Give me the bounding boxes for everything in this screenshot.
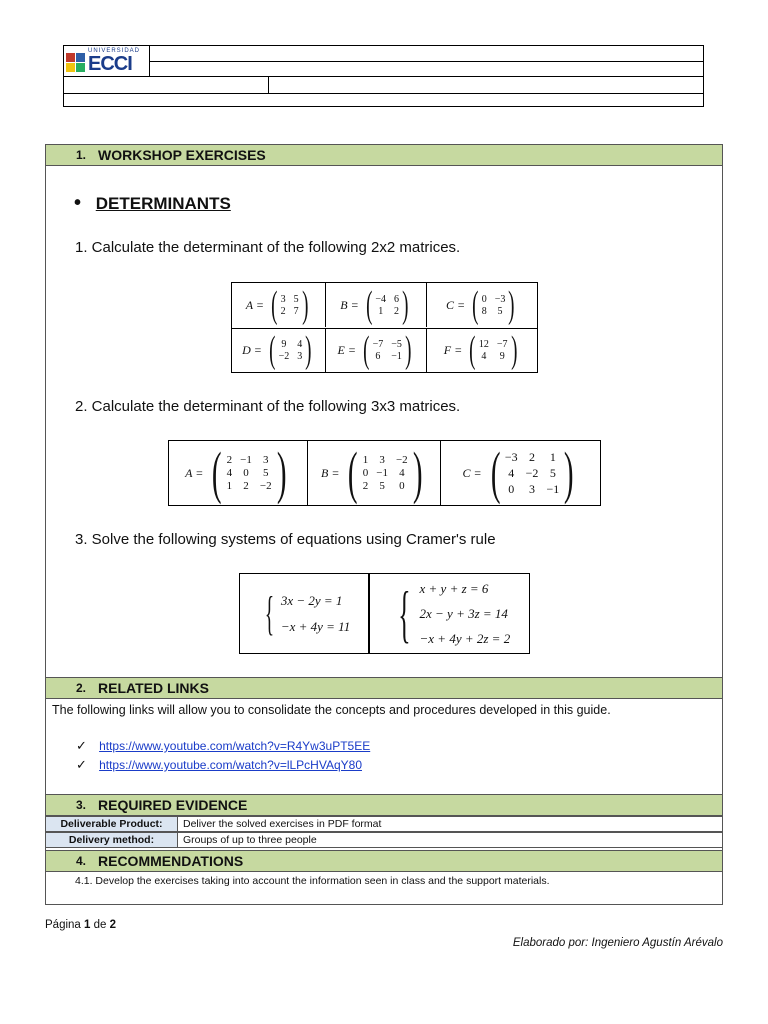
system-2-eq-3: −x + 4y + 2z = 2 (419, 631, 511, 646)
logo-square-blue (76, 53, 85, 62)
section-title: REQUIRED EVIDENCE (98, 797, 248, 813)
header-row-1 (149, 46, 703, 62)
matrix-entry: 1 (226, 480, 233, 492)
matrix-entry: 3 (280, 293, 286, 305)
matrix-entry: 9 (499, 350, 505, 362)
matrix-entry: −1 (391, 350, 402, 362)
matrix-entry: 2 (243, 480, 249, 492)
matrix-F: F = ( 12 −7 4 9 ) (443, 329, 518, 371)
matrix-label: A = (245, 297, 264, 312)
evidence-product-label: Deliverable Product: (46, 817, 178, 831)
exercise-1-text: 1. Calculate the determinant of the following 2x2 matrices. (75, 239, 461, 256)
matrix-entry: 0 (362, 467, 369, 479)
matrix-label: F = (443, 342, 463, 357)
evidence-method-label: Delivery method: (46, 833, 178, 847)
matrix-cell-C (441, 441, 600, 505)
matrix-cell-E (326, 328, 427, 372)
matrix-label: A = (185, 465, 204, 480)
matrix-entry: −1 (376, 467, 388, 479)
matrix-entry: 3 (262, 454, 269, 466)
matrix-entry: 5 (379, 480, 385, 492)
matrix-entry: −3 (494, 293, 506, 305)
matrix-entry: −4 (375, 293, 387, 305)
section-number: 3. (76, 798, 87, 812)
matrix-entry: 4 (481, 350, 487, 362)
matrix-C: C = ( −3 2 1 4 −2 5 0 3 −1 ) (462, 440, 574, 505)
logo-square-green (76, 63, 85, 72)
matrix-entry: 7 (293, 305, 299, 317)
matrix-A: A = ( 2 −1 3 4 0 5 1 2 −2 ) (185, 440, 287, 505)
header-row-2 (64, 76, 703, 94)
section-number: 4. (76, 854, 87, 868)
links-intro-text: The following links will allow you to consolidate the concepts and procedures developed in this guide. (52, 703, 611, 717)
exercise-3-text: 3. Solve the following systems of equations using Cramer's rule (75, 531, 496, 548)
matrix-C: C = ( 0 −3 8 5 ) (445, 284, 515, 326)
bullet-icon: • (74, 192, 82, 214)
author-credit: Elaborado por: Ingeniero Agustín Arévalo (512, 937, 723, 949)
system-2-eq-1: x + y + z = 6 (419, 581, 489, 596)
matrix-entry: 12 (478, 338, 489, 350)
matrix-label: E = (337, 342, 356, 357)
section-workshop-header (45, 144, 723, 166)
matrix-entry: −7 (496, 338, 508, 350)
matrix-label: B = (320, 465, 340, 480)
matrix-cell-B (326, 283, 427, 327)
main-frame (45, 144, 723, 905)
matrix-entry: 0 (508, 481, 515, 496)
link-item-2 (76, 756, 362, 773)
matrix-entry: −1 (546, 481, 560, 496)
matrix-entry: 3 (297, 350, 303, 362)
determinants-heading (74, 192, 231, 215)
recommendation-text: 4.1. Develop the exercises taking into account the information seen in class and the support materials. (75, 875, 550, 887)
link-item-1 (76, 737, 370, 754)
matrix-entry: −2 (259, 480, 272, 492)
matrix-entry: 0 (481, 293, 487, 305)
matrix-entry: 1 (378, 305, 384, 317)
section-title: RECOMMENDATIONS (98, 853, 244, 869)
matrix-entry: 5 (549, 465, 556, 480)
matrix-entry: 5 (293, 293, 299, 305)
system-1-cell: { 3x − 2y = 1 −x + 4y = 11 (240, 574, 369, 653)
matrix-entry: 0 (243, 467, 249, 479)
document-header (63, 45, 704, 107)
matrix-entry: 4 (297, 338, 303, 350)
matrix-label: D = (242, 342, 262, 357)
checkmark-icon: ✓ (76, 738, 87, 753)
matrix-cell-C (427, 283, 537, 327)
matrix-entry: 4 (508, 465, 515, 480)
logo-big-text: ECCI (88, 53, 132, 75)
matrix-entry: 9 (281, 338, 287, 350)
matrix-entry: 8 (481, 305, 487, 317)
system-2-eq-2: 2x − y + 3z = 14 (419, 606, 508, 621)
matrix-entry: 1 (549, 449, 556, 464)
matrix-entry: 5 (497, 305, 503, 317)
matrix-label: B = (340, 297, 359, 312)
matrix-cell-A (232, 283, 326, 327)
matrix-entry: 1 (362, 454, 369, 466)
matrix-entry: −5 (391, 338, 402, 350)
logo-small-text: UNIVERSIDAD (88, 48, 141, 54)
matrix-entry: 2 (362, 480, 369, 492)
section-number: 2. (76, 681, 87, 695)
heading-text: DETERMINANTS (95, 194, 231, 213)
evidence-row-method (45, 832, 723, 848)
system-1-eq-1: 3x − 2y = 1 (280, 592, 343, 608)
matrix-entry: 2 (529, 449, 536, 464)
matrix-entry: 6 (394, 293, 400, 305)
matrix-cell-B (308, 441, 441, 505)
matrix-entry: 4 (399, 467, 405, 479)
matrix-cell-D (232, 328, 326, 372)
section-evidence-header (45, 794, 723, 816)
header-row-1b (149, 61, 703, 76)
matrix-label: C = (462, 465, 482, 480)
matrix-entry: 3 (529, 481, 536, 496)
system-2-cell: { x + y + z = 6 2x − y + 3z = 14 −x + 4y + 2z = 2 (369, 574, 529, 653)
page-number: Página 1 de 2 (45, 919, 117, 931)
exercise-2-text: 2. Calculate the determinant of the following 3x3 matrices. (75, 398, 461, 415)
matrix-D: D = ( 9 4 −2 3 ) (242, 329, 312, 371)
section-number: 1. (76, 148, 87, 162)
matrix-entry: −2 (395, 454, 408, 466)
matrix-cell-F (427, 328, 537, 372)
matrix-entry: 5 (262, 467, 269, 479)
matrix-label: C = (445, 297, 466, 312)
systems-table (239, 573, 530, 654)
matrix-cell-A (169, 441, 308, 505)
matrix-entry: 4 (226, 467, 233, 479)
checkmark-icon: ✓ (76, 757, 87, 772)
section-recommendations-header (45, 850, 723, 872)
section-title: RELATED LINKS (98, 680, 209, 696)
matrix-entry: 6 (375, 350, 381, 362)
matrix-entry: 2 (280, 305, 286, 317)
matrix-entry: 3 (379, 454, 385, 466)
matrix-entry: 0 (399, 480, 405, 492)
youtube-link-1[interactable]: https://www.youtube.com/watch?v=R4Yw3uPT5EE (99, 739, 371, 753)
matrix-B: B = ( −4 6 1 2 ) (340, 284, 409, 326)
section-title: WORKSHOP EXERCISES (98, 147, 266, 163)
system-1-eq-2: −x + 4y = 11 (280, 618, 351, 634)
university-logo (66, 48, 146, 74)
matrix-entry: −3 (504, 449, 518, 464)
matrix-entry: −1 (240, 454, 252, 466)
evidence-row-product (45, 816, 723, 832)
youtube-link-2[interactable]: https://www.youtube.com/watch?v=lLPcHVAqY80 (99, 758, 362, 772)
matrix-entry: 2 (226, 454, 233, 466)
logo-square-yellow (66, 63, 75, 72)
matrix-2x2-table (231, 282, 538, 373)
matrix-A: A = ( 3 5 2 7 ) (245, 284, 309, 326)
evidence-method-value: Groups of up to three people (183, 834, 317, 846)
matrix-B: B = ( 1 3 −2 0 −1 4 2 5 0 ) (320, 440, 423, 505)
matrix-entry: −2 (525, 465, 539, 480)
logo-square-red (66, 53, 75, 62)
matrix-E: E = ( −7 −5 6 −1 ) (337, 329, 412, 371)
matrix-entry: −7 (372, 338, 384, 350)
matrix-entry: 2 (394, 305, 400, 317)
evidence-product-value: Deliver the solved exercises in PDF format (183, 818, 382, 830)
matrix-entry: −2 (278, 350, 290, 362)
section-links-header (45, 677, 723, 699)
matrix-3x3-table (168, 440, 601, 506)
